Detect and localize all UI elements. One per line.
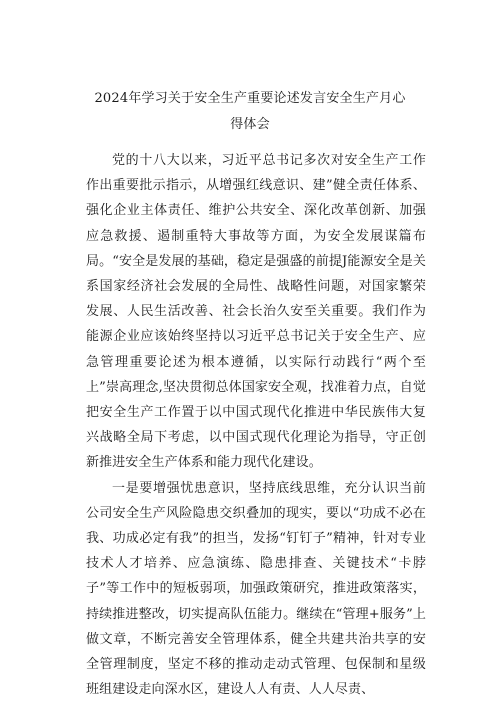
paragraph-1: 党的十八大以来，习近平总书记多次对安全生产工作作出重要批示指示，从增强红线意识、建”健全责任体系、强化企业主体责任、维护公共安全、深化改革创新、加强应急救援、遏制重特大事故等方面，为安全发展谋篇布局。“安全是发展的基础，稳定是强盛的前提J能源安全是关系国家经济社会发展的全局性、战略性问题，对国家繁荣发展、人民生活改善、社会长治久安至关重要。我们作为能源企业应该始终坚持以习近平总书记关于安全生产、应急管理重要论述为根本遵循，以实际行动践行“两个至上”崇高理念,坚决贯彻总体国家安全观，找准着力点，自觉把安全生产工作置于以中国式现代化推进中华民族伟大复兴战略全局下考虑，以中国式现代化理论为指导，守正创新推进安全生产体系和能力现代化建设。 [86, 153, 426, 471]
paragraph-2: 一是要增强忧患意识，坚持底线思维，充分认识当前公司安全生产风险隐患交织叠加的现实，要以“功成不必在我、功成必定有我”的担当，发扬“钉钉子”精神，针对专业技术人才培养、应急演练、隐患排查、关键技术“卡脖子”等工作中的短板弱项，加强政策研究，推进政策落实，持续推进整改，切实提高队伍能力。继续在“管理+服务”上做文章，不断完善安全管理体系，健全共建共治共享的安全管理制度，坚定不移的推动走动式管理、包保制和星级班组建设走向深水区，建设人人有责、人人尽责、 [86, 480, 426, 698]
document-title-line-1: 2024年学习关于安全生产重要论述发言安全生产月心 [94, 91, 406, 106]
document-body [86, 148, 426, 702]
document-title-line-2: 得体会 [230, 117, 270, 132]
